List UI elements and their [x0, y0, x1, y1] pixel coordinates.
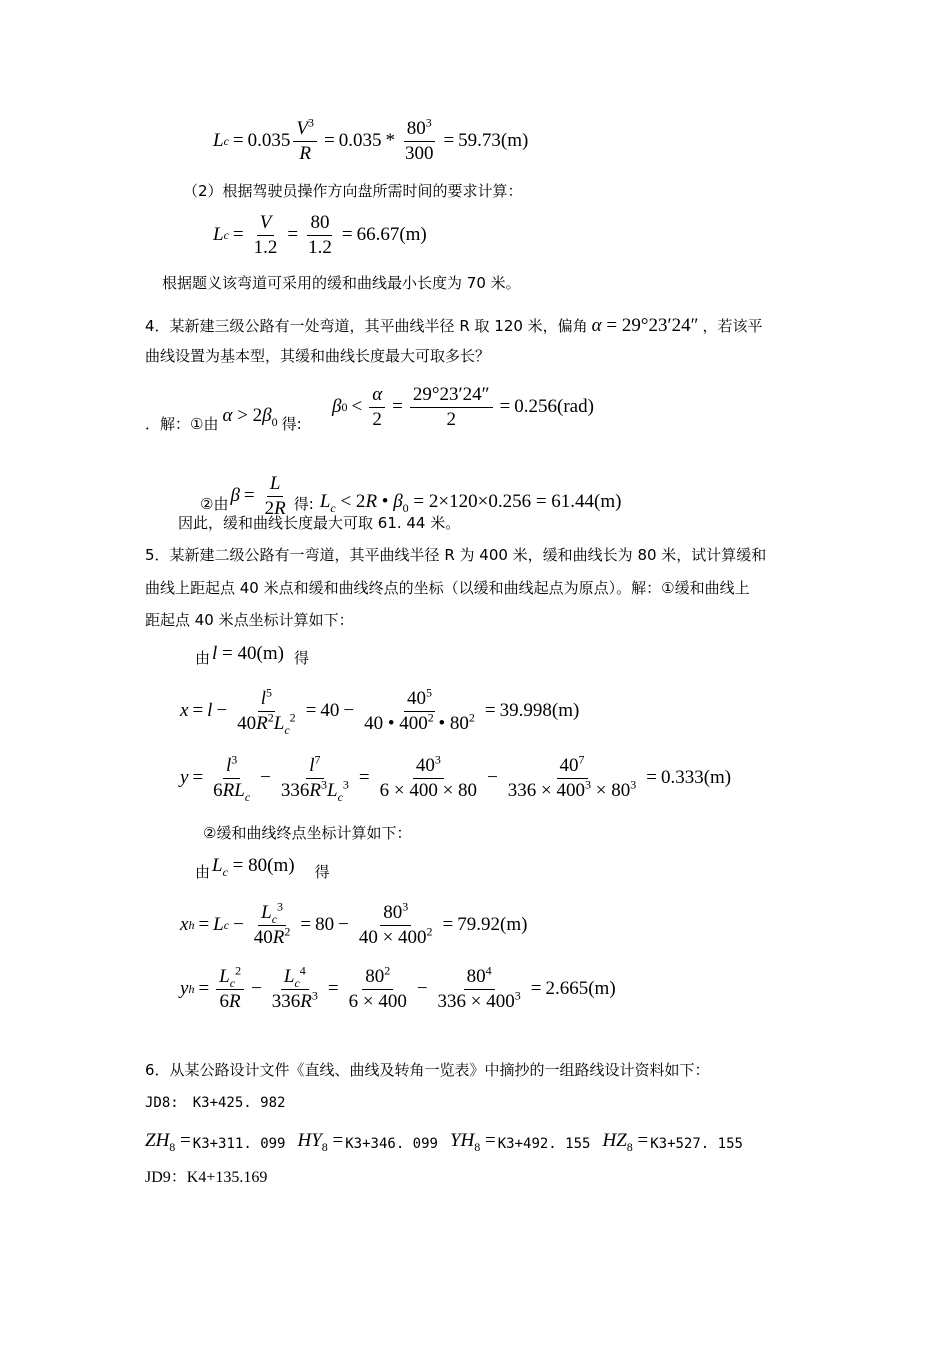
jd8: JD8: K3+425. 982 — [145, 1095, 286, 1111]
q5-given-lc: 由 $L_c = 80(m)$ 得 — [195, 855, 330, 881]
hz8-value: K3+527. 155 — [650, 1136, 743, 1152]
de-4: 得 — [314, 863, 330, 881]
sol-prefix: ．解：①由 — [145, 415, 219, 433]
equation-yh: y h = $\frac{L_c^2}{6R}$ − $\frac{L_c^4}{336R^3}$ = $\frac{80^2}{6 \times 400}$ − $\frac{80^4}{336 \times 400^3}$ = 2.665(m) — [180, 963, 616, 1012]
you-1: 由 — [195, 649, 211, 667]
zh8-value: K3+311. 099 — [192, 1136, 286, 1152]
q6-line-1: 6．从某公路设计文件《直线、曲线及转角一览表》中摘抄的一组路线设计资料如下： — [145, 1061, 710, 1079]
q4-solution-2: ②由 β = $\frac{L}{2R}$ 得: $L_c < 2R$ • $\beta_0 = 2\times 120\times 0.256 = 61.44(m)$ — [200, 473, 622, 519]
q4-solution-1: ．解：①由 $\alpha > 2\beta_0$ 得: — [145, 405, 302, 433]
alpha-value: 29°23′24″ — [621, 315, 699, 336]
jd9: JD9：K4+135.169 — [145, 1169, 268, 1186]
de-3: 得 — [293, 649, 309, 667]
result: 66.67(m) — [356, 224, 427, 246]
conclusion-3: 根据题义该弯道可采用的缓和曲线最小长度为 70 米。 — [162, 274, 521, 292]
q5-line-1: 5．某新建二级公路有一弯道，其平曲线半径 R 为 400 米，缓和曲线长为 80 米，试计算缓和 — [145, 546, 767, 564]
q4-line-1: 4．某新建三级公路有一处弯道，其平曲线半径 R 取 120 米，偏角 α = 29°23′24″ ，若该平 — [145, 315, 763, 336]
num: 80 — [307, 212, 332, 236]
coef: 0.035 — [247, 130, 291, 152]
q6-stations: $ZH_8$ = K3+311. 099 $HY_8$ = K3+346. 099 $YH_8$ = K3+492. 155 $HZ_8$ = K3+527. 155 — [145, 1130, 743, 1154]
result: 0.333(m) — [660, 767, 732, 789]
r: R — [299, 142, 311, 164]
equation-lc-time: L c = $\frac{V}{1.2}$ = $\frac{80}{1.2}$ = 66.67(m) — [213, 212, 427, 258]
den: 1.2 — [253, 236, 278, 258]
den: 300 — [404, 142, 434, 164]
q4-conclusion: 因此，缓和曲线长度最大可取 61. 44 米。 — [178, 514, 461, 532]
equation-x: x = l − $\frac{l^5}{40R^2L_c^2}$ = 40 − $\frac{40^5}{40 • 400^2 • 80^2}$ = 39.998(m) — [180, 685, 580, 737]
you-2: 由 — [195, 863, 211, 881]
yh8-value: K3+492. 155 — [497, 1136, 591, 1152]
result: 79.92(m) — [457, 914, 528, 936]
result: 2.665(m) — [545, 978, 616, 1000]
q5-line-3: 距起点 40 米点坐标计算如下： — [145, 611, 354, 629]
coef-2: 0.035 — [338, 130, 382, 152]
q4-text: 4．某新建三级公路有一处弯道，其平曲线半径 R 取 120 米，偏角 — [145, 317, 588, 335]
de-2: 得: — [293, 495, 314, 514]
den-2: 1.2 — [308, 236, 332, 258]
equation-beta0: β 0 < $\frac{\alpha}{2}$ = $\frac{29^\circ 23'24''}{2}$ = 0.256(rad) — [332, 384, 594, 430]
v: V — [296, 118, 308, 139]
step-2-text: （2）根据驾驶员操作方向盘所需时间的要求计算： — [183, 182, 523, 200]
v: V — [259, 212, 272, 233]
q5-step-2: ②缓和曲线终点坐标计算如下： — [203, 824, 412, 842]
de-1: 得: — [281, 415, 302, 433]
result: 59.73(m) — [458, 130, 529, 152]
q4-tail: ，若该平 — [702, 317, 763, 335]
result: 39.998(m) — [499, 700, 580, 722]
q5-given-l: 由 l = 40(m) 得 — [195, 643, 309, 667]
q4-line-2: 曲线设置为基本型，其缓和曲线长度最大可取多长？ — [145, 347, 491, 365]
equation-xh: x h = L c − $\frac{L_c^3}{40R^2}$ = 80 − $\frac{80^3}{40 \times 400^2}$ = 79.92(m) — [180, 899, 528, 948]
num: 80 — [406, 118, 426, 139]
equation-lc-speed: L c = 0.035 $\frac{V^3}{R}$ = 0.035 * $\frac{80^3}{300}$ = 59.73(m) — [213, 115, 529, 164]
step2-prefix: ②由 — [200, 495, 229, 514]
result: 2×120×0.256 = 61.44(m) — [428, 491, 622, 513]
l-value: 40(m) — [237, 643, 284, 664]
result: 0.256(rad) — [514, 396, 594, 418]
equation-y: y = $\frac{l^3}{6RL_c}$ − $\frac{l^7}{336R^3L_c^3}$ = $\frac{40^3}{6 \times 400 \times 80}$ − $\frac{40^7}{336 \times 400^3 \times 80^3}$ = 0.333(m) — [180, 752, 732, 804]
alpha-num: 29°23′24″ — [410, 384, 493, 408]
lc-value: 80(m) — [248, 855, 295, 876]
q5-line-2: 曲线上距起点 40 米点和缓和曲线终点的坐标（以缓和曲线起点为原点）。解：①缓和曲线上 — [145, 579, 750, 597]
hy8-value: K3+346. 099 — [345, 1136, 438, 1152]
